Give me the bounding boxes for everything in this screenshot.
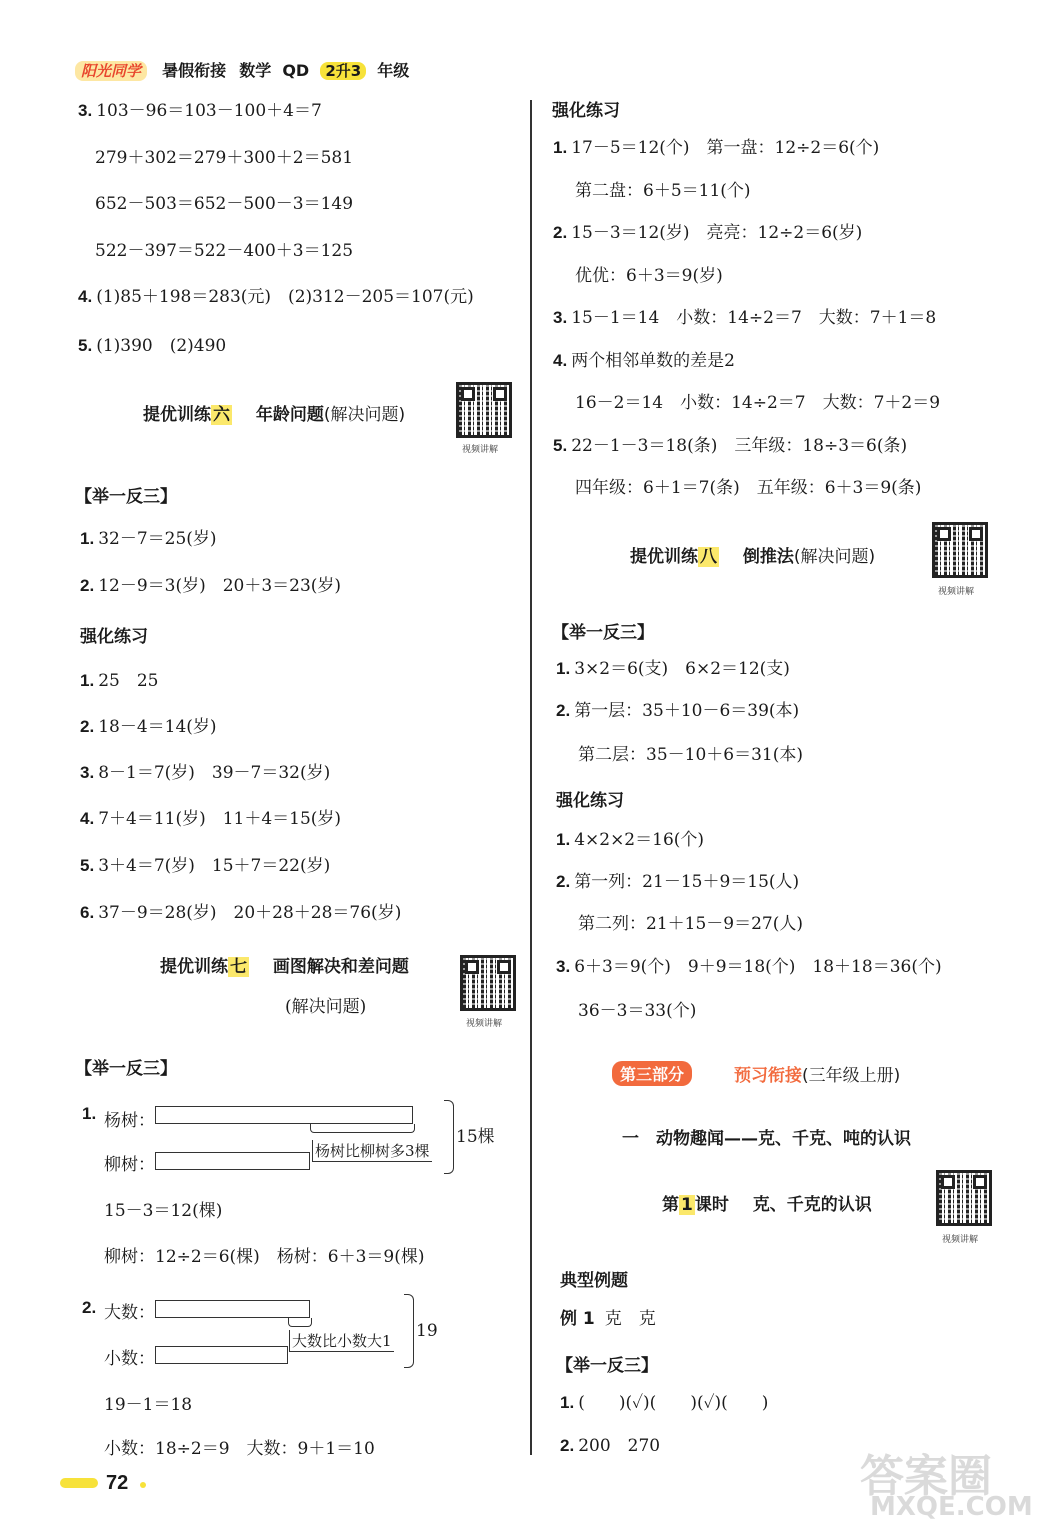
subheading: 【举一反三】 <box>556 1356 658 1376</box>
answer-line: 2. 第一列：21－15＋9＝15(人) <box>556 872 800 892</box>
qr-caption: 视频讲解 <box>466 1019 503 1029</box>
answer-line: 1. 4×2×2＝16(个) <box>556 830 705 850</box>
brand-logo: 阳光同学 <box>75 61 147 81</box>
answer-line: 1. ( )(✓)( )(✓)( ) <box>560 1393 769 1413</box>
diagram-brace <box>404 1294 414 1368</box>
subheading: 强化练习 <box>556 791 624 811</box>
question-number: 2. <box>82 1298 97 1317</box>
diagram-bar <box>155 1106 413 1124</box>
answer-line: 15－3＝12(棵) <box>104 1201 223 1221</box>
answer-line: 4. (1)85＋198＝283(元) (2)312－205＝107(元) <box>78 287 474 307</box>
answer-line: 5. (1)390 (2)490 <box>78 336 227 356</box>
subheading: 强化练习 <box>80 627 148 647</box>
answer-line: 2. 15－3＝12(岁) 亮亮：12÷2＝6(岁) <box>553 223 863 243</box>
answer-line: 1. 25 25 <box>80 671 159 691</box>
qr-code-icon[interactable] <box>456 382 512 438</box>
unit-title: 一 动物趣闻——克、千克、吨的认识 <box>622 1129 911 1149</box>
part-tag: 第三部分 <box>612 1061 692 1086</box>
section-subtitle: (解决问题) <box>285 997 367 1017</box>
answer-line: 16－2＝14 小数：14÷2＝7 大数：7＋2＝9 <box>575 393 941 413</box>
bar-label: 小数： <box>104 1349 155 1369</box>
answer-line: 1. 3×2＝6(支) 6×2＝12(支) <box>556 659 790 679</box>
answer-line: 3. 6＋3＝9(个) 9＋9＝18(个) 18＋18＝36(个) <box>556 957 942 977</box>
answer-line: 522－397＝522－400＋3＝125 <box>95 241 354 261</box>
bar-label: 大数： <box>104 1303 155 1323</box>
answer-line: 19－1＝18 <box>104 1395 193 1415</box>
answer-line: 4. 两个相邻单数的差是2 <box>553 351 736 371</box>
watermark-url: MXQE.COM <box>870 1492 1033 1522</box>
answer-line: 1. 32－7＝25(岁) <box>80 529 217 549</box>
diff-label: 杨树比柳树多3棵 <box>312 1140 432 1162</box>
total-label: 19 <box>416 1321 438 1341</box>
subheading: 【举一反三】 <box>75 487 177 507</box>
diff-label: 大数比小数大1 <box>289 1330 394 1352</box>
qr-caption: 视频讲解 <box>462 445 499 455</box>
edition: QD <box>282 61 310 80</box>
lesson-title: 第 1 课时 克、千克的认识 <box>662 1195 872 1215</box>
answer-line: 2. 12－9＝3(岁) 20＋3＝23(岁) <box>80 576 342 596</box>
example-line: 例 1 克 克 <box>560 1309 656 1329</box>
answer-line: 5. 22－1－3＝18(条) 三年级：18÷3＝6(条) <box>553 436 908 456</box>
diagram-brace <box>444 1100 454 1174</box>
answer-line: 四年级：6＋1＝7(条) 五年级：6＋3＝9(条) <box>575 478 922 498</box>
answer-line: 小数：18÷2＝9 大数：9＋1＝10 <box>104 1439 375 1459</box>
watermark-logo: 答案圈 <box>860 1451 992 1502</box>
answer-line: 1. 17－5＝12(个) 第一盘：12÷2＝6(个) <box>553 138 880 158</box>
answer-line: 279＋302＝279＋300＋2＝581 <box>95 148 354 168</box>
diagram-brace <box>288 1318 312 1327</box>
section-title: 提优训练 八 倒推法(解决问题) <box>630 547 876 567</box>
bar-label: 杨树： <box>104 1111 155 1131</box>
bar-label: 柳树： <box>104 1155 155 1175</box>
answer-line: 优优：6＋3＝9(岁) <box>575 266 723 286</box>
qr-code-icon[interactable] <box>932 522 988 578</box>
page-accent-dot <box>140 1482 146 1488</box>
answer-line: 第二盘：6＋5＝11(个) <box>575 181 751 201</box>
diagram-bar <box>155 1300 310 1318</box>
section-title: 提优训练 七 画图解决和差问题 <box>160 957 409 977</box>
answer-line: 4. 7＋4＝11(岁) 11＋4＝15(岁) <box>80 809 342 829</box>
page-accent-bar <box>60 1478 98 1488</box>
column-divider <box>530 100 532 1455</box>
qr-code-icon[interactable] <box>936 1170 992 1226</box>
series-name: 暑假衔接 <box>162 61 227 80</box>
qr-caption: 视频讲解 <box>938 587 975 597</box>
answer-line: 3. 8－1＝7(岁) 39－7＝32(岁) <box>80 763 331 783</box>
header <box>75 58 409 84</box>
answer-line: 652－503＝652－500－3＝149 <box>95 194 354 214</box>
total-label: 15棵 <box>456 1127 495 1147</box>
answer-line: 第二列：21＋15－9＝27(人) <box>578 914 803 934</box>
answer-line: 3. 103－96＝103－100＋4＝7 <box>78 101 322 121</box>
answer-line: 2. 18－4＝14(岁) <box>80 717 217 737</box>
answer-line: 6. 37－9＝28(岁) 20＋28＋28＝76(岁) <box>80 903 402 923</box>
section-title: 提优训练 六 年龄问题(解决问题) <box>143 405 406 425</box>
subheading: 强化练习 <box>552 101 620 121</box>
answer-line: 2. 200 270 <box>560 1436 661 1456</box>
subheading: 典型例题 <box>560 1271 628 1291</box>
answer-line: 2. 第一层：35＋10－6＝39(本) <box>556 701 800 721</box>
answer-line: 3. 15－1＝14 小数：14÷2＝7 大数：7＋1＝8 <box>553 308 937 328</box>
subheading: 【举一反三】 <box>75 1059 177 1079</box>
answer-line: 第二层：35－10＋6＝31(本) <box>578 745 803 765</box>
diagram-bar <box>155 1346 288 1364</box>
qr-code-icon[interactable] <box>460 955 516 1011</box>
subject: 数学 <box>239 61 272 80</box>
page-number: 72 <box>106 1472 129 1494</box>
diagram-bar <box>155 1152 310 1170</box>
qr-caption: 视频讲解 <box>942 1235 979 1245</box>
grade-badge: 2升3 <box>320 62 366 80</box>
question-number: 1. <box>82 1104 97 1123</box>
answer-line: 柳树：12÷2＝6(棵) 杨树：6＋3＝9(棵) <box>104 1247 425 1267</box>
grade-suffix: 年级 <box>377 61 410 80</box>
part-title: 预习衔接(三年级上册) <box>734 1066 901 1086</box>
answer-line: 36－3＝33(个) <box>578 1001 697 1021</box>
answer-line: 5. 3＋4＝7(岁) 15＋7＝22(岁) <box>80 856 331 876</box>
diagram-brace <box>310 1124 415 1133</box>
subheading: 【举一反三】 <box>552 623 654 643</box>
